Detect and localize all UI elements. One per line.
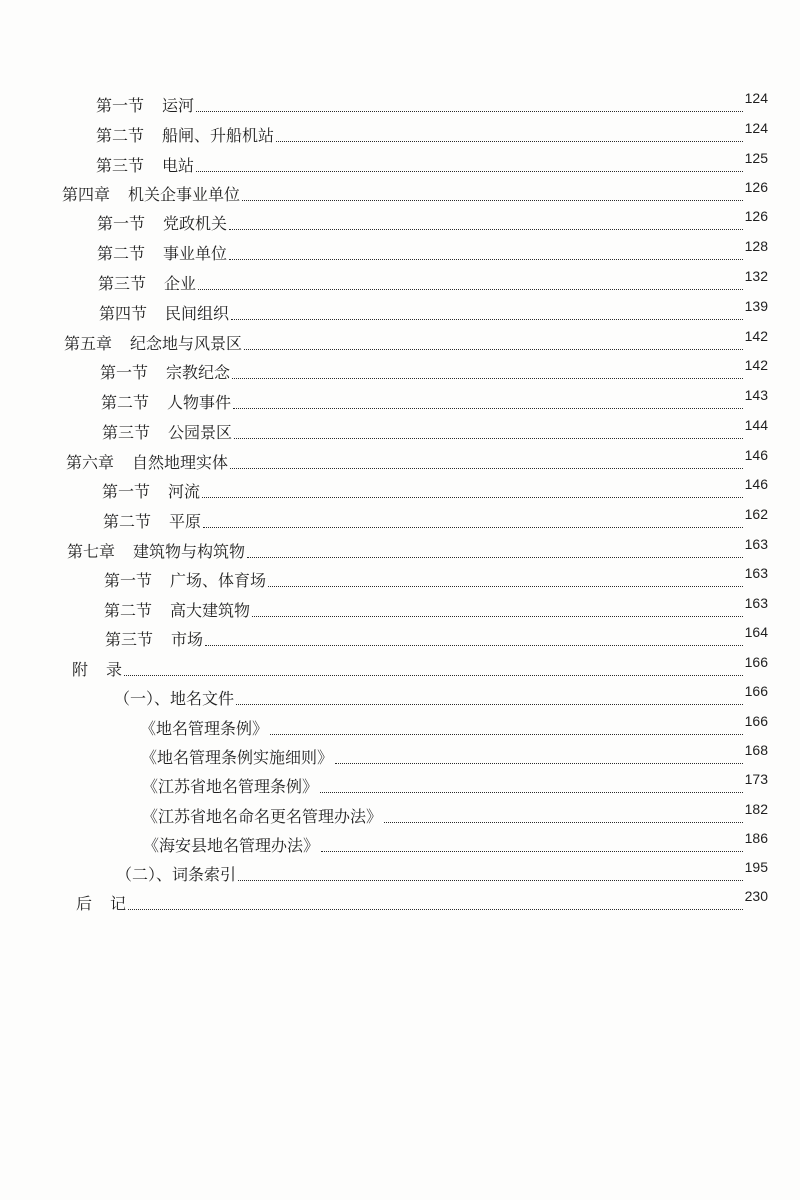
toc-label xyxy=(104,571,266,591)
toc-title: 人物事件 xyxy=(167,393,232,412)
toc-entry[interactable] xyxy=(114,681,768,709)
toc-entry[interactable] xyxy=(97,206,768,234)
toc-entry[interactable] xyxy=(98,266,768,294)
toc-section-number: 第一节 xyxy=(96,96,145,115)
toc-title: 河流 xyxy=(168,482,201,501)
toc-title: （一）、地名文件 xyxy=(114,689,235,708)
dot-leader xyxy=(202,497,743,498)
toc-label xyxy=(99,304,229,324)
toc-section-number: 第二节 xyxy=(104,601,153,620)
toc-title: 《海安县地名管理办法》 xyxy=(143,836,320,855)
toc-appendix-entry[interactable] xyxy=(72,652,768,680)
toc-page-number: 143 xyxy=(744,387,768,403)
dot-leader xyxy=(252,616,743,617)
toc-entry[interactable] xyxy=(103,504,768,532)
dot-leader xyxy=(321,851,743,852)
toc-chapter-entry[interactable] xyxy=(67,534,768,562)
dot-leader xyxy=(205,645,743,646)
toc-label xyxy=(96,156,194,176)
toc-label xyxy=(142,777,318,797)
dot-leader xyxy=(229,259,743,260)
toc-title: 《江苏省地名命名更名管理办法》 xyxy=(142,807,383,826)
toc-entry[interactable] xyxy=(102,415,768,443)
toc-page-number: 163 xyxy=(744,536,768,552)
toc-section-number: 第二节 xyxy=(101,393,150,412)
toc-section-number: 第三节 xyxy=(98,274,147,293)
toc-chapter-number: 第六章 xyxy=(66,453,115,472)
toc-section-number: 第一节 xyxy=(97,214,146,233)
toc-entry[interactable] xyxy=(104,563,768,591)
toc-title: 自然地理实体 xyxy=(132,453,229,472)
dot-leader xyxy=(270,734,743,735)
toc-label xyxy=(96,126,274,146)
dot-leader xyxy=(276,141,743,142)
toc-title: 事业单位 xyxy=(163,244,228,263)
toc-title: 企业 xyxy=(164,274,197,293)
toc-page-number: 142 xyxy=(744,328,768,344)
toc-appendix-char: 附 xyxy=(72,660,89,679)
dot-leader xyxy=(238,880,743,881)
toc-section-number: 第一节 xyxy=(104,571,153,590)
toc-label xyxy=(98,274,196,294)
dot-leader xyxy=(128,909,743,910)
toc-label xyxy=(67,542,245,562)
toc-page-number: 166 xyxy=(744,713,768,729)
toc-page-number: 168 xyxy=(744,742,768,758)
toc-label xyxy=(100,363,230,383)
toc-label xyxy=(105,630,203,650)
toc-section-number: 第一节 xyxy=(102,482,151,501)
dot-leader xyxy=(198,289,743,290)
toc-section-number: 第三节 xyxy=(96,156,145,175)
toc-label xyxy=(102,482,200,502)
toc-entry[interactable] xyxy=(96,88,768,116)
toc-chapter-number: 第七章 xyxy=(67,542,116,561)
toc-label xyxy=(96,96,194,116)
toc-title: 广场、体育场 xyxy=(170,571,267,590)
toc-section-number: 第四节 xyxy=(99,304,148,323)
toc-title: 电站 xyxy=(162,156,195,175)
toc-entry[interactable] xyxy=(143,828,768,856)
toc-page-number: 146 xyxy=(744,476,768,492)
toc-page-number: 139 xyxy=(744,298,768,314)
toc-entry[interactable] xyxy=(96,148,768,176)
toc-page-number: 142 xyxy=(744,357,768,373)
dot-leader xyxy=(234,438,743,439)
dot-leader xyxy=(203,527,743,528)
toc-page-number: 166 xyxy=(744,654,768,670)
toc-page-number: 146 xyxy=(744,447,768,463)
toc-label xyxy=(103,512,201,532)
toc-entry[interactable] xyxy=(101,385,768,413)
toc-label xyxy=(62,185,240,205)
toc-page-number: 162 xyxy=(744,506,768,522)
toc-label xyxy=(72,660,122,680)
toc-entry[interactable] xyxy=(142,769,768,797)
dot-leader xyxy=(244,349,743,350)
dot-leader xyxy=(231,319,743,320)
toc-title: 建筑物与构筑物 xyxy=(133,542,246,561)
toc-entry[interactable] xyxy=(140,711,768,739)
toc-page-number: 126 xyxy=(744,179,768,195)
toc-label xyxy=(101,393,231,413)
toc-page-number: 195 xyxy=(744,859,768,875)
toc-chapter-number: 第四章 xyxy=(62,185,111,204)
dot-leader xyxy=(384,822,743,823)
toc-entry[interactable] xyxy=(142,799,768,827)
toc-title: 《地名管理条例实施细则》 xyxy=(141,748,334,767)
toc-page-number: 132 xyxy=(744,268,768,284)
toc-label xyxy=(64,334,242,354)
toc-title: 机关企事业单位 xyxy=(128,185,241,204)
toc-page-number: 128 xyxy=(744,238,768,254)
toc-label xyxy=(141,748,333,768)
dot-leader xyxy=(268,586,743,587)
toc-title: 平原 xyxy=(169,512,202,531)
toc-page-number: 230 xyxy=(744,888,768,904)
toc-title: 党政机关 xyxy=(163,214,228,233)
toc-page-number: 173 xyxy=(744,771,768,787)
toc-afterword-char: 后 xyxy=(76,894,93,913)
dot-leader xyxy=(247,557,743,558)
toc-title: 船闸、升船机站 xyxy=(162,126,275,145)
dot-leader xyxy=(335,763,743,764)
dot-leader xyxy=(229,229,743,230)
toc-chapter-number: 第五章 xyxy=(64,334,113,353)
toc-section-number: 第三节 xyxy=(102,423,151,442)
dot-leader xyxy=(232,378,743,379)
toc-section-number: 第一节 xyxy=(100,363,149,382)
toc-entry[interactable] xyxy=(100,355,768,383)
toc-entry[interactable] xyxy=(116,857,768,885)
dot-leader xyxy=(233,408,743,409)
toc-title: 《江苏省地名管理条例》 xyxy=(142,777,319,796)
toc-title: （二）、词条索引 xyxy=(116,865,237,884)
dot-leader xyxy=(320,792,743,793)
toc-title: 市场 xyxy=(171,630,204,649)
toc-title: 记 xyxy=(110,894,127,913)
toc-entry[interactable] xyxy=(141,740,768,768)
toc-title: 宗教纪念 xyxy=(166,363,231,382)
toc-title: 高大建筑物 xyxy=(170,601,251,620)
toc-entry[interactable] xyxy=(96,118,768,146)
toc-entry[interactable] xyxy=(105,622,768,650)
toc-page-number: 186 xyxy=(744,830,768,846)
toc-label xyxy=(143,836,319,856)
toc-page-number: 125 xyxy=(744,150,768,166)
toc-title: 《地名管理条例》 xyxy=(140,719,269,738)
toc-page-number: 166 xyxy=(744,683,768,699)
toc-label xyxy=(142,807,382,827)
toc-page-number: 163 xyxy=(744,595,768,611)
toc-page-number: 126 xyxy=(744,208,768,224)
toc-section-number: 第三节 xyxy=(105,630,154,649)
toc-title: 民间组织 xyxy=(165,304,230,323)
toc-label xyxy=(104,601,250,621)
toc-entry[interactable] xyxy=(97,236,768,264)
toc-title: 运河 xyxy=(162,96,195,115)
dot-leader xyxy=(236,704,743,705)
toc-chapter-entry[interactable] xyxy=(64,326,768,354)
toc-page-number: 124 xyxy=(744,90,768,106)
toc-chapter-entry[interactable] xyxy=(62,177,768,205)
toc-title: 录 xyxy=(106,660,123,679)
toc-entry[interactable] xyxy=(104,593,768,621)
dot-leader xyxy=(124,675,743,676)
toc-section-number: 第二节 xyxy=(96,126,145,145)
dot-leader xyxy=(196,171,743,172)
toc-label xyxy=(97,244,227,264)
toc-label xyxy=(66,453,228,473)
toc-page-number: 124 xyxy=(744,120,768,136)
toc-label xyxy=(102,423,232,443)
toc-title: 纪念地与风景区 xyxy=(130,334,243,353)
dot-leader xyxy=(242,200,743,201)
toc-label xyxy=(114,689,234,709)
dot-leader xyxy=(196,111,743,112)
toc-page-number: 163 xyxy=(744,565,768,581)
toc-chapter-entry[interactable] xyxy=(66,445,768,473)
toc-page-number: 144 xyxy=(744,417,768,433)
toc-label xyxy=(76,894,126,914)
dot-leader xyxy=(230,468,743,469)
toc-title: 公园景区 xyxy=(168,423,233,442)
toc-entry[interactable] xyxy=(99,296,768,324)
toc-label xyxy=(116,865,236,885)
toc-label xyxy=(140,719,268,739)
toc-page-number: 182 xyxy=(744,801,768,817)
toc-entry[interactable] xyxy=(102,474,768,502)
toc-page-number: 164 xyxy=(744,624,768,640)
toc-section-number: 第二节 xyxy=(97,244,146,263)
toc-label xyxy=(97,214,227,234)
toc-appendix-entry[interactable] xyxy=(76,886,768,914)
toc-section-number: 第二节 xyxy=(103,512,152,531)
